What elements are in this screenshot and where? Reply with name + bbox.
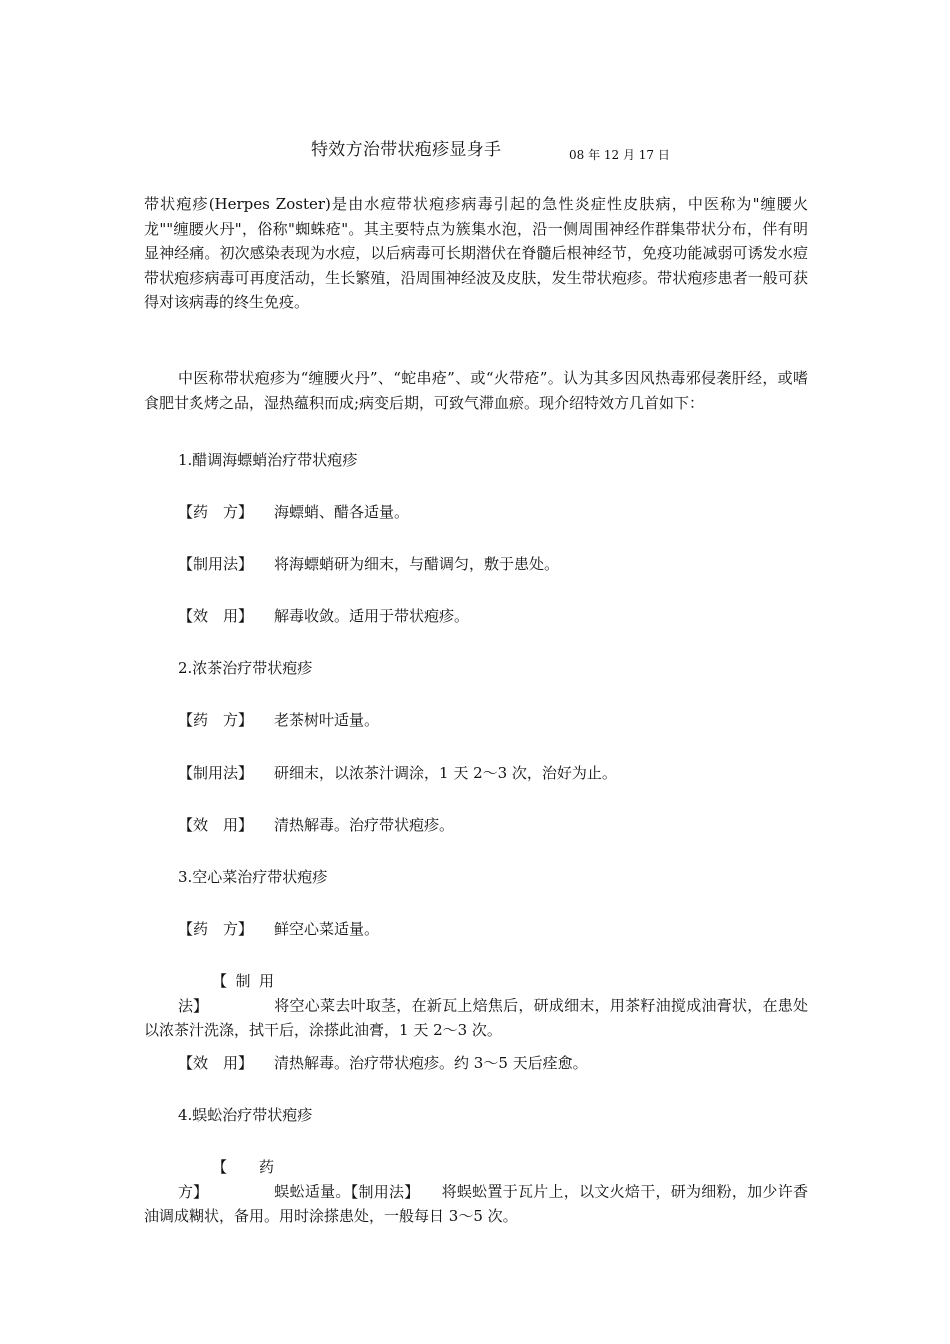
preparation-text: 将空心菜去叶取茎，在新瓦上焙焦后，研成细末，用茶籽油搅成油膏状，在患处以浓茶汁洗涤，拭干后，涂搽此油膏，1 天 2～3 次。	[144, 996, 808, 1039]
formula-text: 蜈蚣适量。	[274, 1182, 351, 1201]
remedy-effect-line	[178, 604, 469, 628]
remedy-preparation-line	[178, 552, 559, 576]
effect-text: 解毒收敛。适用于带状疱疹。	[274, 607, 470, 625]
preparation-text: 将海螵蛸研为细末，与醋调匀，敷于患处。	[274, 555, 560, 573]
preparation-label: 【制用法】	[178, 972, 274, 1015]
remedy-formula-line	[178, 917, 379, 941]
intro-paragraph: 带状疱疹(Herpes Zoster)是由水痘带状疱疹病毒引起的急性炎症性皮肤病，中医称为"缠腰火龙""缠腰火丹"，俗称"蜘蛛疮"。其主要特点为簇集水泡，沿一侧周围神经作群集带状分布，伴有明显神经痛。初次感染表现为水痘，以后病毒可长期潜伏在脊髓后根神经节，免疫功能减弱可诱发水痘带状疱疹病毒可再度活动，生长繁殖，沿周围神经波及皮肤，发生带状疱疹。带状疱疹患者一般可获得对该病毒的终生免疫。	[144, 195, 808, 311]
remedy-preparation-line	[178, 761, 617, 785]
remedy-heading: 4.蜈蚣治疗带状疱疹	[178, 1106, 313, 1124]
effect-text: 清热解毒。治疗带状疱疹。约 3～5 天后痊愈。	[274, 1054, 588, 1072]
remedy-heading: 2.浓茶治疗带状疱疹	[178, 659, 313, 677]
formula-text: 海螵蛸、醋各适量。	[274, 503, 410, 521]
article-date: 08 年 12 月 17 日	[569, 148, 670, 162]
formula-label: 【药 方】	[178, 920, 254, 938]
remedy-formula-line	[178, 708, 379, 732]
remedy-effect-line	[178, 813, 454, 837]
remedy-preparation-paragraph	[144, 969, 808, 1043]
tcm-intro-paragraph: 中医称带状疱疹为“缠腰火丹”、“蛇串疮”、或“火带疮”。认为其多因风热毒邪侵袭肝经，或嗜食肥甘炙烤之品，湿热蕴积而成;病变后期，可致气滞血瘀。现介绍特效方几首如下：	[144, 369, 808, 412]
preparation-text: 将蜈蚣置于瓦片上，以文火焙干，研为细粉，加少许香油调成糊状，备用。用时涂搽患处，一般每日 3～5 次。	[144, 1182, 808, 1225]
formula-text: 老茶树叶适量。	[274, 711, 380, 729]
preparation-label: 【制用法】	[178, 764, 254, 782]
preparation-label: 【制用法】	[350, 1182, 420, 1201]
preparation-text: 研细末，以浓茶汁调涂，1 天 2～3 次，治好为止。	[274, 764, 617, 782]
article-title: 特效方治带状疱疹显身手	[311, 140, 502, 160]
remedy-formula-line	[178, 500, 409, 524]
remedy-effect-line	[178, 1051, 588, 1075]
effect-label: 【效 用】	[178, 816, 254, 834]
remedy-heading: 3.空心菜治疗带状疱疹	[178, 868, 328, 886]
effect-text: 清热解毒。治疗带状疱疹。	[274, 816, 455, 834]
formula-label: 【药 方】	[178, 503, 254, 521]
remedy-combined-paragraph	[144, 1155, 808, 1229]
formula-label: 【药 方】	[178, 1158, 290, 1201]
formula-text: 鲜空心菜适量。	[274, 920, 380, 938]
remedy-heading: 1.醋调海螵蛸治疗带状疱疹	[178, 451, 358, 469]
title-row	[0, 136, 950, 166]
effect-label: 【效 用】	[178, 1054, 254, 1072]
preparation-label: 【制用法】	[178, 555, 254, 573]
effect-label: 【效 用】	[178, 607, 254, 625]
formula-label: 【药 方】	[178, 711, 254, 729]
